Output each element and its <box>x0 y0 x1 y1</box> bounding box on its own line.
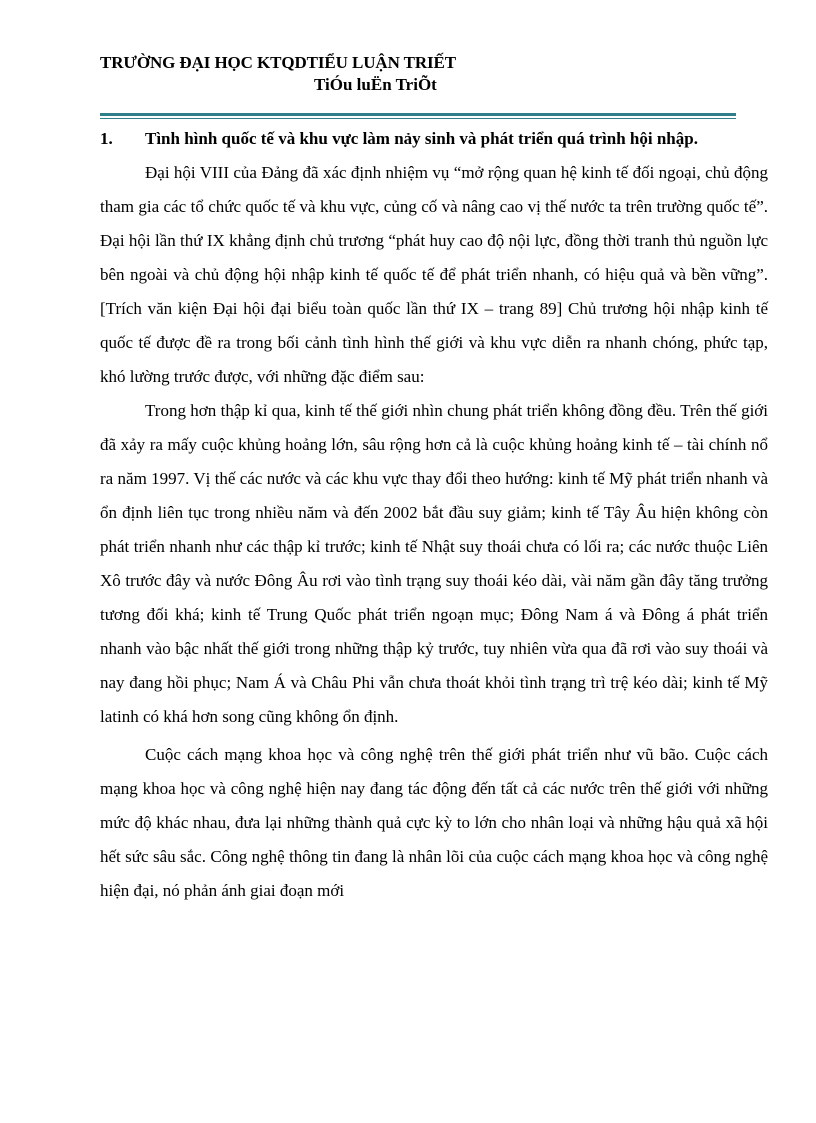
paragraph-1: Đại hội VIII của Đảng đã xác định nhiệm vụ “mở rộng quan hệ kinh tế đối ngoại, chủ động tham gia các tổ chức quốc tế và khu vực, củng cố và nâng cao vị thế nước ta trên trường quốc tế”. Đại hội lần thứ IX khẳng định chủ trương “phát huy cao độ nội lực, đồng thời tranh thủ nguồn lực bên ngoài và chủ động hội nhập kinh tế quốc tế để phát triển nhanh, có hiệu quả và bền vững”. [Trích văn kiện Đại hội đại biểu toàn quốc lần thứ IX – trang 89] Chủ trương hội nhập kinh tế quốc tế được đề ra trong bối cảnh tình hình thế giới và khu vực diễn ra nhanh chóng, phức tạp, khó lường trước được, với những đặc điểm sau: <box>100 163 768 386</box>
document-body <box>100 122 768 908</box>
section-number: 1. <box>100 129 113 148</box>
section-title: Tình hình quốc tế và khu vực làm nảy sinh và phát triển quá trình hội nhập. <box>145 129 698 148</box>
paragraph-3: Cuộc cách mạng khoa học và công nghệ trên thế giới phát triển như vũ bão. Cuộc cách mạng khoa học và công nghệ hiện nay đang tác động đến tất cả các nước trên thế giới với những mức độ khác nhau, đưa lại những thành quả cực kỳ to lớn cho nhân loại và những hậu quả xã hội hết sức sâu sắc. Công nghệ thông tin đang là nhân lõi của cuộc cách mạng khoa học và công nghệ hiện đại, nó phản ánh giai đoạn mới <box>100 745 768 900</box>
header-subtitle: TiÓu luËn TriÕt <box>314 75 437 94</box>
section-heading <box>100 122 768 156</box>
paragraph-2: Trong hơn thập kỉ qua, kinh tế thế giới nhìn chung phát triển không đồng đều. Trên thế giới đã xảy ra mấy cuộc khủng hoảng lớn, sâu rộng hơn cả là cuộc khủng hoảng kinh tế – tài chính nổ ra năm 1997. Vị thế các nước và các khu vực thay đổi theo hướng: kinh tế Mỹ phát triển nhanh và ổn định liên tục trong nhiều năm và đến 2002 bắt đầu suy giảm; kinh tế Tây Âu hiện không còn phát triển nhanh như các thập kỉ trước; kinh tế Nhật suy thoái chưa có lối ra; các nước thuộc Liên Xô trước đây và nước Đông Âu rơi vào tình trạng suy thoái kéo dài, vài năm gần đây tăng trưởng tương đối khá; kinh tế Trung Quốc phát triển ngoạn mục; Đông Nam á và Đông á phát triển nhanh vào bậc nhất thế giới trong những thập kỷ trước, tuy nhiên vừa qua đã rơi vào suy thoái và nay đang hồi phục; Nam Á và Châu Phi vẫn chưa thoát khỏi tình trạng trì trệ kéo dài; kinh tế Mỹ latinh có khá hơn song cũng không ổn định. <box>100 401 768 726</box>
header-rule-thick <box>100 113 736 116</box>
page-header <box>100 52 740 96</box>
header-rule-thin <box>100 118 736 119</box>
header-title: TRƯỜNG ĐẠI HỌC KTQDTIỂU LUẬN TRIẾT <box>100 53 457 72</box>
